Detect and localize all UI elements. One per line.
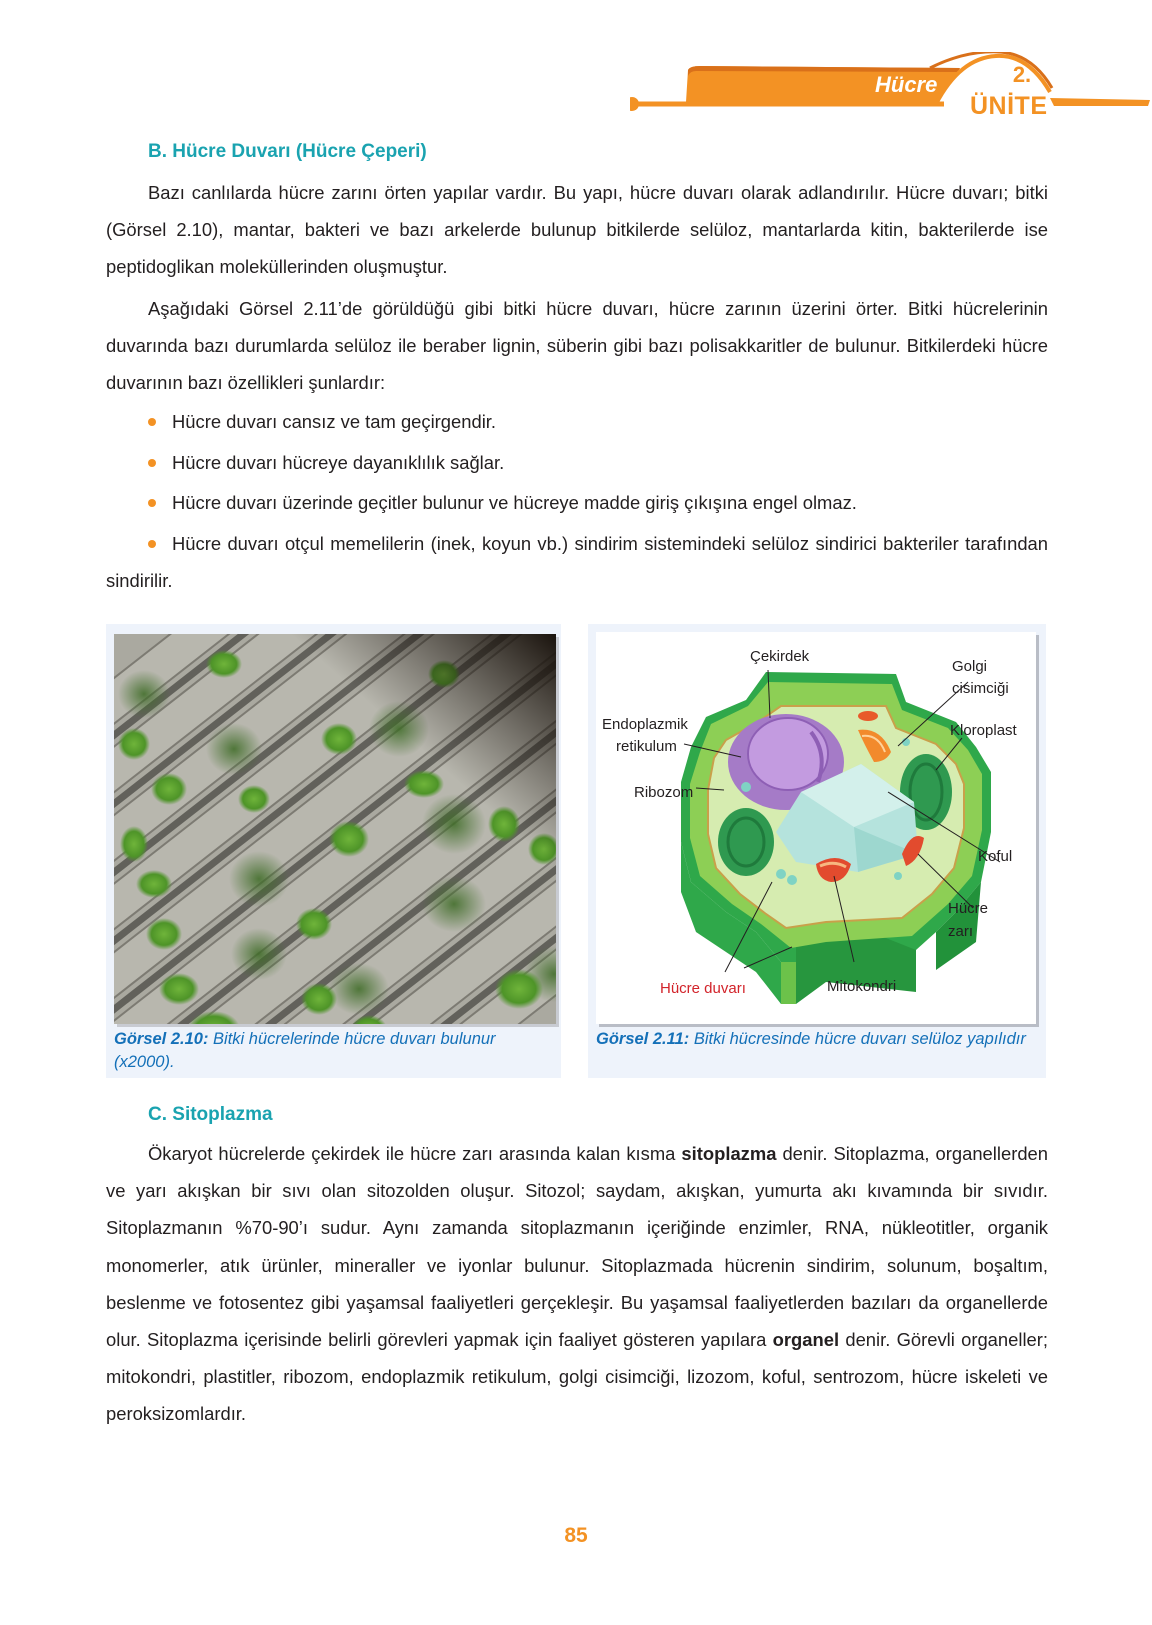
plant-cell-diagram: [596, 632, 1036, 1024]
label-golgi-line1: Golgi: [952, 658, 988, 675]
figure-2-11: [588, 624, 1046, 1078]
unit-banner: [630, 52, 1152, 122]
caption-text: Bitki hücresinde hücre duvarı selüloz yapılıdır: [689, 1030, 1026, 1048]
label-membrane-line1: Hücre: [948, 900, 989, 917]
label-er-line2: retikulum: [616, 738, 677, 755]
list-item: [106, 484, 1048, 521]
figure-2-10: [106, 624, 561, 1078]
term-sitoplazma: sitoplazma: [681, 1143, 777, 1164]
bullet-icon: [148, 499, 156, 507]
plant-cells-micrograph-icon: [114, 634, 556, 1024]
unit-number: 2.: [1012, 62, 1032, 87]
caption-label: Görsel 2.10:: [114, 1030, 209, 1048]
caption-text: Bitki hücrelerinde hücre duvarı bulunur (x2000).: [114, 1030, 496, 1071]
paragraph-text: Ökaryot hücrelerde çekirdek ile hücre zarı arasında kalan kısma: [148, 1143, 682, 1164]
label-vacuole: Koful: [978, 848, 1013, 865]
bullet-icon: [148, 459, 156, 467]
figure-caption: [596, 1028, 1036, 1051]
paragraph-text: Aşağıdaki Görsel 2.11’de görüldüğü gibi bitki hücre duvarı, hücre zarının üzerini örter. Bitki hücrelerinin duvarında bazı durumlarda selüloz ile beraber lignin, süberin gibi bazı polisakkaritler de bulunur. Bitkilerdeki hücre duvarının bazı özellikleri şunlardır:: [106, 298, 1048, 394]
chapter-title: Hücre: [875, 72, 938, 97]
list-item: [106, 444, 1048, 481]
list-item: [106, 403, 1048, 440]
label-mitochondria: Mitokondri: [827, 978, 897, 995]
section-b-paragraph-1: [106, 174, 1048, 286]
paragraph-text: denir. Sitoplazma, organellerden ve yarı akışkan bir sıvı olan sitozolden oluşur. Sitozol; saydam, akışkan, yumurta akı kıvamında bir sıvıdır. Sitoplazmanın %70-90’ı sudur. Aynı zamanda sitoplazmanın içeriğinde enzimler, RNA, nükleotitler, organik monomerler, atık ürünler, mineraller ve iyonlar bulunur. Sitoplazmada hücrenin sindirim, solunum, boşaltım, beslenme ve fotosentez gibi yaşamsal faaliyetleri gerçekleşir. Bu yaşamsal faaliyetlerden bazıları da organellerde olur. Sitoplazma içerisinde belirli görevleri yapmak için faaliyet gösteren yapılara: [106, 1143, 1048, 1351]
section-b-heading: B. Hücre Duvarı (Hücre Çeperi): [148, 141, 427, 162]
list-item-text: Hücre duvarı otçul memelilerin (inek, koyun vb.) sindirim sistemindeki selüloz sindirici bakteriler tarafından sindirilir.: [106, 533, 1048, 592]
section-b-paragraph-2: [106, 290, 1048, 402]
paragraph-text: denir. Görevli organeller; mitokondri, plastitler, ribozom, endoplazmik retikulum, golgi cisimciği, lizozom, koful, sentrozom, hücre iskeleti ve peroksizomlardır.: [106, 1329, 1048, 1425]
label-nucleus: Çekirdek: [750, 648, 810, 665]
page-number: 85: [564, 1524, 588, 1547]
label-ribosome: Ribozom: [634, 784, 694, 801]
bullet-icon: [148, 418, 156, 426]
paragraph-text: Bazı canlılarda hücre zarını örten yapılar vardır. Bu yapı, hücre duvarı olarak adlandırılır. Hücre duvarı; bitki (Görsel 2.10), mantar, bakteri ve bazı arkelerde bulunup bitkilerde selüloz, mantarlarda kitin, bakterilerde ise peptidoglikan moleküllerinden oluşmuştur.: [106, 182, 1048, 278]
caption-label: Görsel 2.11:: [596, 1030, 690, 1048]
figure-caption: [114, 1028, 554, 1074]
label-er-line1: Endoplazmik: [602, 716, 688, 733]
list-item-text: Hücre duvarı hücreye dayanıklılık sağlar.: [172, 451, 505, 473]
bullet-icon: [148, 540, 156, 548]
label-cell-wall: Hücre duvarı: [660, 980, 746, 997]
unit-label: ÜNİTE: [970, 92, 1048, 120]
list-item: [106, 525, 1048, 599]
section-c-paragraph: [106, 1135, 1048, 1433]
cell-wall-properties-list: [106, 403, 1048, 603]
label-membrane-line2: zarı: [948, 923, 974, 940]
list-item-text: Hücre duvarı cansız ve tam geçirgendir.: [172, 411, 497, 432]
label-chloroplast: Kloroplast: [950, 722, 1017, 739]
list-item-text: Hücre duvarı üzerinde geçitler bulunur ve hücreye madde giriş çıkışına engel olmaz.: [172, 492, 857, 514]
micrograph-image: [114, 634, 556, 1024]
term-organel: organel: [772, 1329, 840, 1351]
section-c-heading: C. Sitoplazma: [148, 1104, 273, 1125]
label-golgi-line2: cisimciği: [952, 680, 1009, 697]
